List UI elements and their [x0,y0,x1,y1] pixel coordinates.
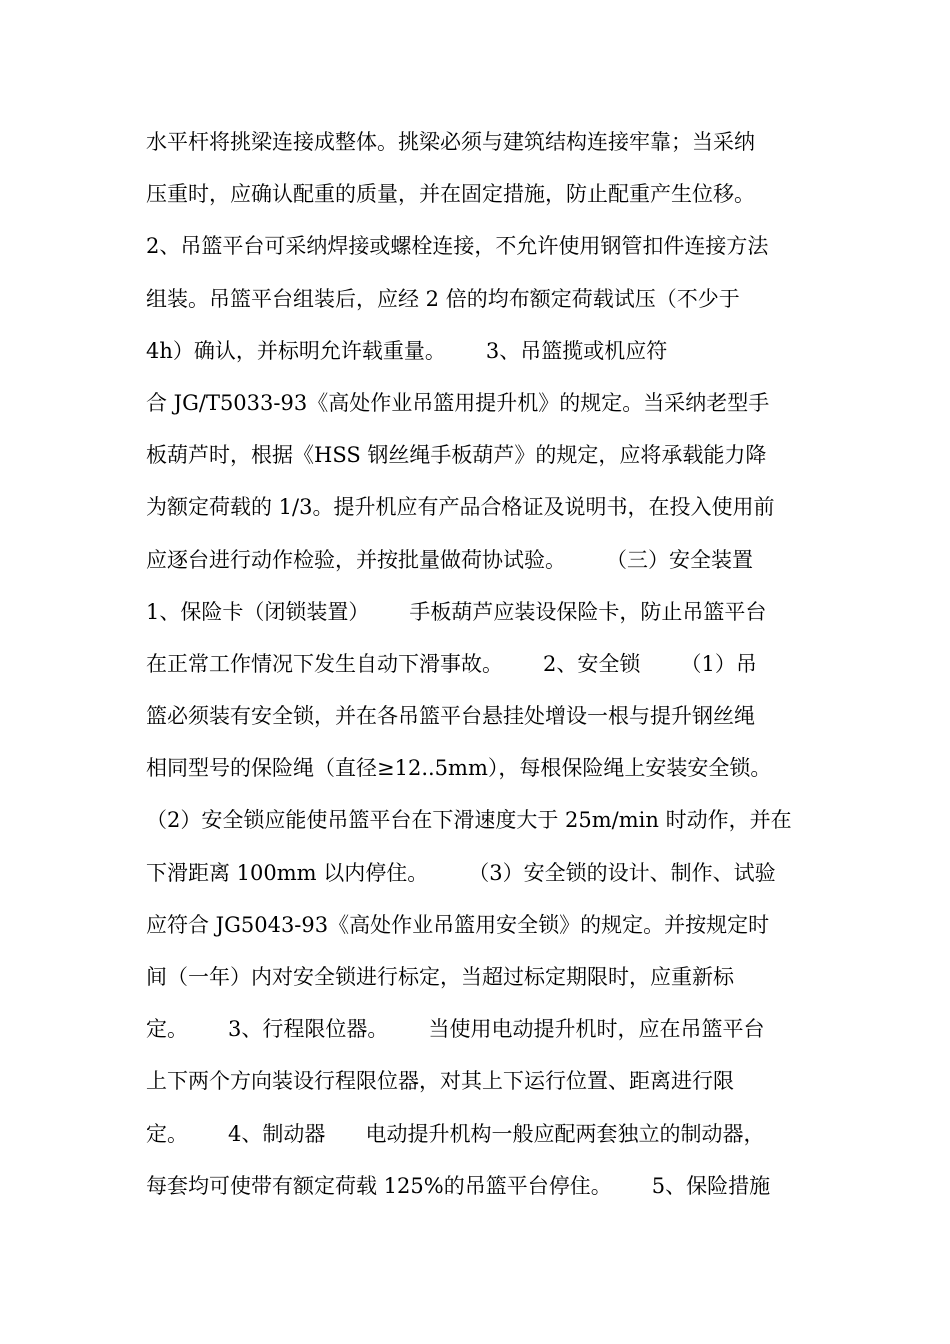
text-line: 相同型号的保险绳（直径≥12..5mm），每根保险绳上安装安全锁。 [146,756,772,781]
body-text [146,116,816,1212]
text-line: 合 JG/T5033-93《高处作业吊篮用提升机》的规定。当采纳老型手 [146,390,770,415]
text-line: 在正常工作情况下发生自动下滑事故。 2、安全锁 （1）吊 [146,651,757,676]
text-line: 压重时，应确认配重的质量，并在固定措施，防止配重产生位移。 [146,182,755,207]
text-line: 板葫芦时，根据《HSS 钢丝绳手板葫芦》的规定，应将承载能力降 [146,443,767,468]
text-line: 定。 4、制动器 电动提升机构一般应配两套独立的制动器， [146,1121,765,1146]
text-line: 间（一年）内对安全锁进行标定，当超过标定期限时，应重新标 [146,965,734,989]
text-line: 2、吊篮平台可采纳焊接或螺栓连接，不允许使用钢管扣件连接方法 [146,234,769,259]
text-line: 水平杆将挑梁连接成整体。挑梁必须与建筑结构连接牢靠；当采纳 [146,130,755,154]
text-line: 上下两个方向装设行程限位器，对其上下运行位置、距离进行限 [146,1069,734,1094]
text-line: 定。 3、行程限位器。 当使用电动提升机时，应在吊篮平台 [146,1017,765,1042]
text-line: 下滑距离 100mm 以内停住。 （3）安全锁的设计、制作、试验 [146,860,776,885]
text-line: 组装。吊篮平台组装后，应经 2 倍的均布额定荷载试压（不少于 [146,286,740,311]
text-line: 应逐台进行动作检验，并按批量做荷协试验。 （三）安全装置 [146,547,754,572]
text-line: （2）安全锁应能使吊篮平台在下滑速度大于 25m/min 时动作，并在 [146,808,792,833]
text-line: 1、保险卡（闭锁装置） 手板葫芦应装设保险卡，防止吊篮平台 [146,599,767,624]
text-line: 每套均可使带有额定荷载 125%的吊篮平台停住。 5、保险措施 [146,1173,771,1198]
text-line: 篮必须装有安全锁，并在各吊篮平台悬挂处增设一根与提升钢丝绳 [146,704,755,729]
text-line: 为额定荷载的 1/3。提升机应有产品合格证及说明书，在投入使用前 [146,495,775,520]
text-line: 应符合 JG5043-93《高处作业吊篮用安全锁》的规定。并按规定时 [146,912,770,937]
text-line: 4h）确认，并标明允许载重量。 3、吊篮揽或机应符 [146,338,668,363]
